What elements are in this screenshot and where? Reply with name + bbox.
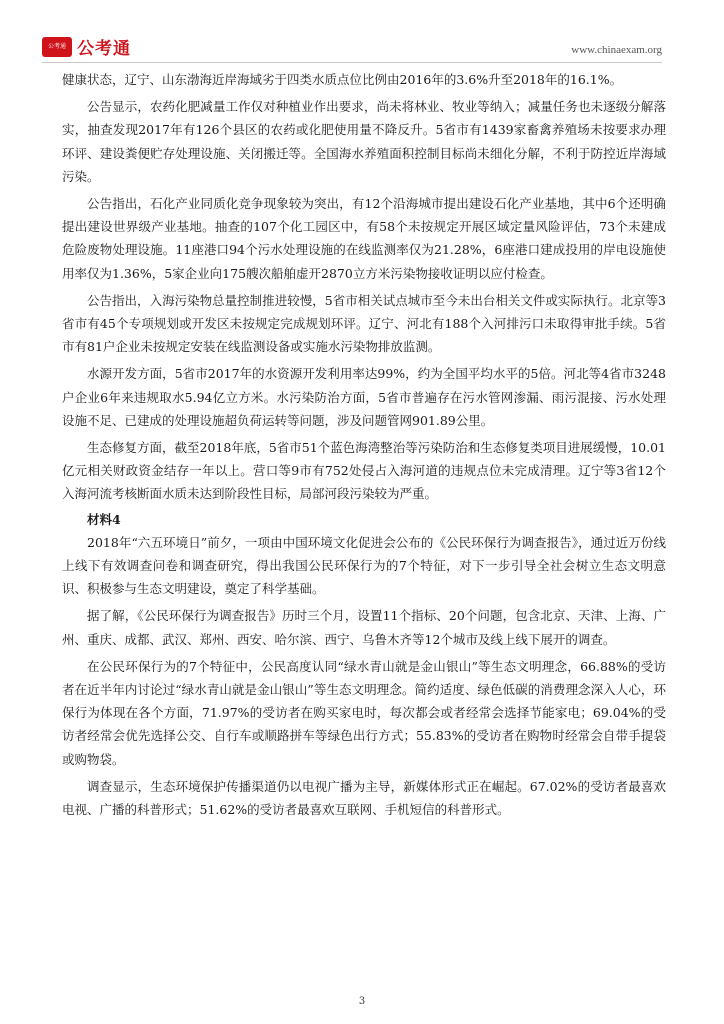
paragraph: 水源开发方面，5省市2017年的水资源开发利用率达99%，约为全国平均水平的5倍。河北等4省市3248户企业6年来违规取水5.94亿立方米。水污染防治方面，5省市普遍存在污水管网渗漏、雨污混接、污水处理设施不足、已建成的处理设施超负荷运转等问题，涉及问题管网901.89公里。 <box>62 366 666 428</box>
paragraph: 公告指出，入海污染物总量控制推进较慢，5省市相关试点城市至今未出台相关文件或实际执行。北京等3省市有45个专项规划或开发区未按规定完成规划环评。辽宁、河北有188个入河排污口未取得审批手续。5省市有81户企业未按规定安装在线监测设备或实施水污染物排放监测。 <box>62 292 666 355</box>
site-url[interactable]: www.chinaexam.org <box>571 44 662 56</box>
header-divider <box>42 62 662 63</box>
paragraph-continued: 健康状态，辽宁、山东渤海近岸海域劣于四类水质点位比例由2016年的3.6%升至2018年的16.1%。 <box>62 72 623 87</box>
logo[interactable] <box>42 34 131 59</box>
paragraph: 调查显示，生态环境保护传播渠道仍以电视广播为主导，新媒体形式正在崛起。67.02%的受访者最喜欢电视、广播的科普形式；51.62%的受访者最喜欢互联网、手机短信的科普形式。 <box>62 778 666 818</box>
page-header <box>0 0 724 64</box>
logo-text: 公考通 <box>77 39 131 59</box>
paragraph: 2018年“六五环境日”前夕，一项由中国环境文化促进会公布的《公民环保行为调查报告》，通过近万份线上线下有效调查问卷和调查研究，得出我国公民环保行为的7个特征，对下一步引导全社会树立生态文明意识、积极参与生态文明建设，奠定了科学基础。 <box>62 534 666 597</box>
document-body <box>62 68 666 821</box>
section-title: 材料4 <box>87 511 121 527</box>
paragraph: 公告显示，农药化肥减量工作仅对种植业作出要求，尚未将林业、牧业等纳入；减量任务也未逐级分解落实，抽查发现2017年有126个县区的农药或化肥使用量不降反升。5省市有1439家畜禽养殖场未按要求办理环评、建设粪便贮存处理设施、关闭搬迁等。全国海水养殖面积控制目标尚未细化分解，不利于防控近岸海域污染。 <box>62 99 666 184</box>
paragraph: 据了解，《公民环保行为调查报告》历时三个月，设置11个指标、20个问题，包含北京、天津、上海、广州、重庆、成都、武汉、郑州、西安、哈尔滨、西宁、乌鲁木齐等12个城市及线上线下展开的调查。 <box>62 608 666 647</box>
paragraph: 在公民环保行为的7个特征中，公民高度认同“绿水青山就是金山银山”等生态文明理念，66.88%的受访者在近半年内讨论过“绿水青山就是金山银山”等生态文明理念。简约适度、绿色低碳的消费理念深入人心，环保行为体现在各个方面，71.97%的受访者在购买家电时，每次都会或者经常会选择节能家电；69.04%的受访者经常会优先选择公交、自行车或顺路拼车等绿色出行方式；55.83%的受访者在购物时经常会自带手提袋或购物袋。 <box>62 658 666 767</box>
logo-badge: 公考通 <box>42 37 72 57</box>
paragraph: 公告指出，石化产业同质化竞争现象较为突出，有12个沿海城市提出建设石化产业基地，其中6个还明确提出建设世界级产业基地。抽查的107个化工园区中，有58个未按规定开展区域定量风险评估，73个未建成危险废物处理设施。11座港口94个污水处理设施的在线监测率仅为21.28%，6座港口建成投用的岸电设施使用率仅为1.36%，5家企业向175艘次船舶虚开2870立方米污染物接收证明以应付检查。 <box>62 196 666 281</box>
paragraph: 生态修复方面，截至2018年底，5省市51个蓝色海湾整治等污染防治和生态修复类项目进展缓慢，10.01亿元相关财政资金结存一年以上。营口等9市有752处侵占入海河道的违规点位未完成清理。辽宁等3省12个入海河流考核断面水质未达到阶段性目标，局部河段污染较为严重。 <box>62 440 666 502</box>
page-number: 3 <box>358 996 366 1007</box>
